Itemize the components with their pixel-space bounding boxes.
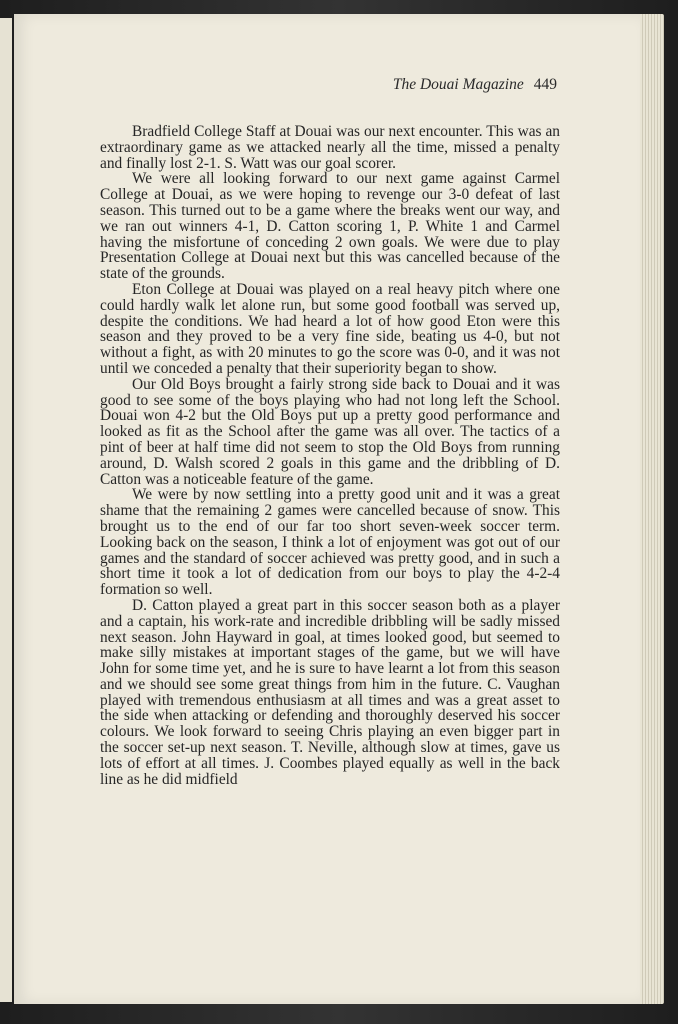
- paragraph: We were by now settling into a pretty good unit and it was a great shame that the remaining 2 games were cancelled because of snow. This brought us to the end of our far too short seven-week soccer term. Looking back on the season, I think a lot of enjoyment was got out of our games and the standard of soccer achieved was pretty good, and in such a short time it took a lot of dedication from our boys to play the 4-2-4 formation so well.: [100, 486, 560, 599]
- paragraph: Our Old Boys brought a fairly strong side back to Douai and it was good to see some of the boys playing who had not long left the School. Douai won 4-2 but the Old Boys put up a pretty good performance and looked as fit as the School after the game was all over. The tactics of a pint of beer at half time did not seem to stop the Old Boys from running around, D. Walsh scored 2 goals in this game and the dribbling of D. Catton was a noticeable feature of the game.: [100, 375, 560, 488]
- article-body: [100, 124, 560, 787]
- paragraph: Bradfield College Staff at Douai was our next encounter. This was an extraordinary game as we attacked nearly all the time, missed a penalty and finally lost 2-1. S. Watt was our goal scorer.: [100, 123, 560, 172]
- magazine-title: The Douai Magazine: [392, 76, 524, 93]
- page-number: 449: [533, 76, 557, 93]
- paragraph: We were all looking forward to our next game against Carmel College at Douai, as we were hoping to revenge our 3-0 defeat of last season. This turned out to be a game where the breaks went our way, and we ran out winners 4-1, D. Catton scoring 1, P. White 1 and Carmel having the misfortune of conceding 2 own goals. We were due to play Presentation College at Douai next but this was cancelled because of the state of the grounds.: [100, 170, 560, 283]
- paragraph: D. Catton played a great part in this soccer season both as a player and a captain, his work-rate and incredible dribbling will be sadly missed next season. John Hayward in goal, at times looked good, but seemed to make silly mistakes at important stages of the game, but we will have John for some time yet, and he is sure to have learnt a lot from this season and we should see some great things from him in the future. C. Vaughan played with tremendous enthusiasm at all times and was a great asset to the side when attacking or defending and thoroughly deserved his soccer colours. We look forward to seeing Chris playing an even bigger part in the soccer set-up next season. T. Neville, although slow at times, gave us lots of effort at all times. J. Coombes played equally as well in the back line as he did midfield: [100, 596, 560, 788]
- previous-page-edge: [0, 18, 12, 1002]
- paragraph: Eton College at Douai was played on a real heavy pitch where one could hardly walk let alone run, but some good football was served up, despite the conditions. We had heard a lot of how good Eton were this season and they proved to be a very fine side, beating us 4-0, but not without a fight, as with 20 minutes to go the score was 0-0, and it was not until we conceded a penalty that their superiority began to show.: [100, 280, 560, 377]
- running-header: [100, 76, 557, 94]
